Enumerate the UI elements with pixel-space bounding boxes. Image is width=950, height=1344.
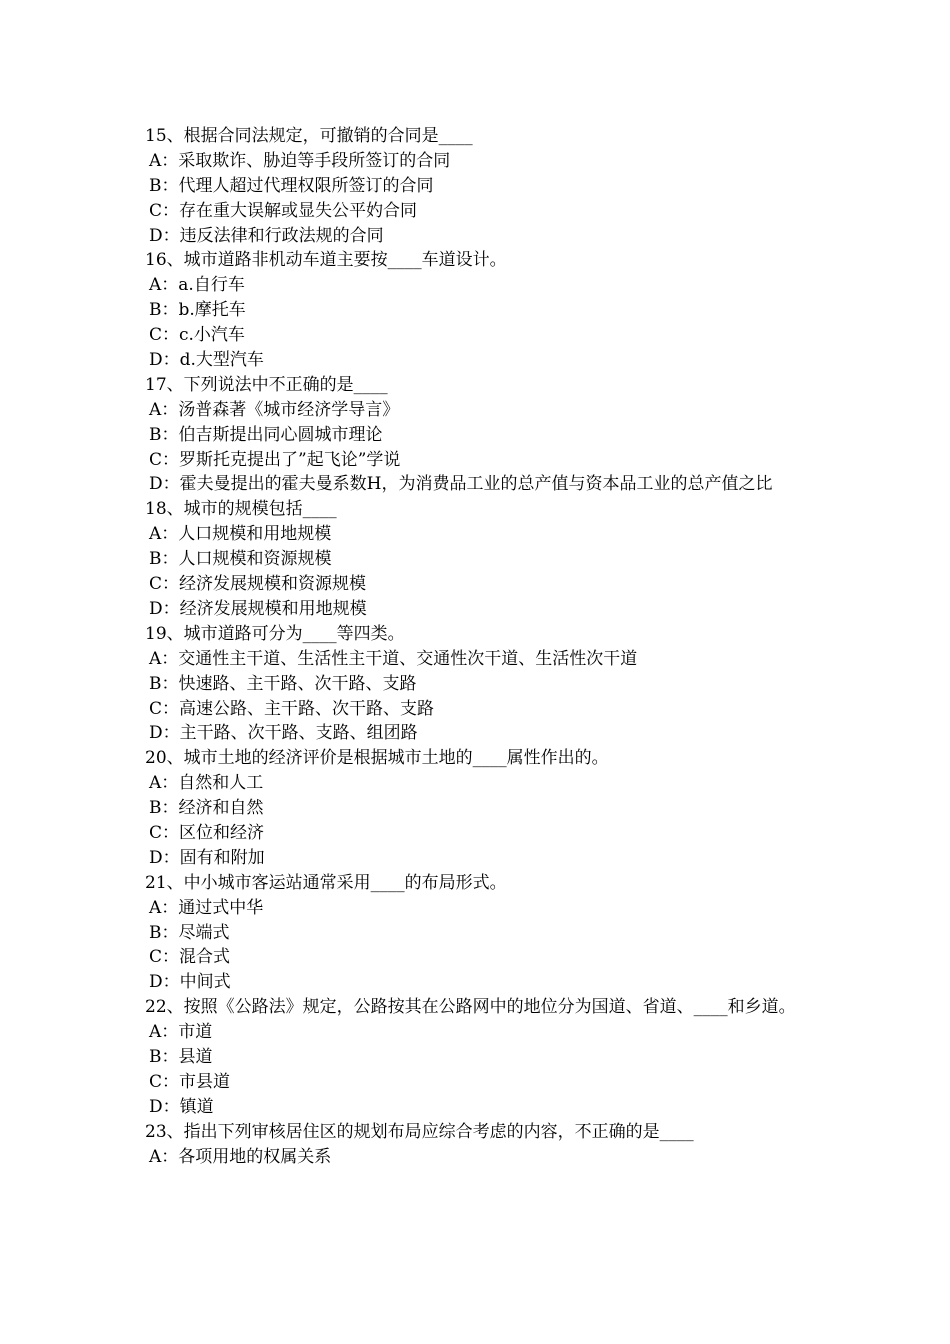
option-d: D：固有和附加	[149, 847, 265, 868]
question-stem: 21、中小城市客运站通常采用____的布局形式。	[145, 872, 507, 893]
question-stem: 23、指出下列审核居住区的规划布局应综合考虑的内容，不正确的是____	[145, 1121, 694, 1142]
option-a: A：各项用地的权属关系	[149, 1146, 332, 1167]
question-20	[145, 746, 810, 870]
option-d: D：中间式	[149, 972, 231, 993]
question-23	[145, 1120, 810, 1170]
question-stem: 20、城市土地的经济评价是根据城市土地的____属性作出的。	[145, 748, 609, 769]
option-a: A：自然和人工	[149, 773, 264, 794]
question-17	[145, 373, 810, 497]
document-page	[145, 124, 810, 1169]
option-a: A：市道	[149, 1022, 213, 1043]
option-a: A：a.自行车	[149, 275, 245, 296]
option-c: C：存在重大误解或显失公平妁合同	[149, 200, 418, 221]
option-b: B：人口规模和资源规模	[149, 549, 332, 570]
question-stem: 16、城市道路非机动车道主要按____车道设计。	[145, 250, 507, 271]
option-b: B：代理人超过代理权限所签订的合同	[149, 175, 434, 196]
option-d: D：经济发展规模和用地规模	[149, 598, 367, 619]
question-19	[145, 622, 810, 746]
option-d: D：主干路、次干路、支路、组团路	[149, 723, 418, 744]
option-b: B：b.摩托车	[149, 300, 246, 321]
question-stem: 17、下列说法中不正确的是____	[145, 374, 388, 395]
option-c: C：区位和经济	[149, 822, 265, 843]
option-b: B：伯吉斯提出同心圆城市理论	[149, 424, 383, 445]
option-c: C：混合式	[149, 947, 231, 968]
option-b: B：尽端式	[149, 922, 230, 943]
question-21	[145, 871, 810, 995]
option-a: A：通过式中华	[149, 897, 264, 918]
option-d: D：霍夫曼提出的霍夫曼系数H，为消费品工业的总产值与资本品工业的总产值之比	[149, 474, 773, 495]
option-a: A：采取欺诈、胁迫等手段所签订的合同	[149, 150, 451, 171]
option-b: B：县道	[149, 1046, 213, 1067]
question-stem: 15、根据合同法规定，可撤销的合同是____	[145, 126, 473, 146]
question-16	[145, 248, 810, 372]
option-c: C：罗斯托克提出了”起飞论”学说	[149, 449, 401, 470]
option-c: C：高速公路、主干路、次干路、支路	[149, 698, 435, 719]
question-stem: 22、按照《公路法》规定，公路按其在公路网中的地位分为国道、省道、____和乡道。	[145, 997, 796, 1018]
option-b: B：快速路、主干路、次干路、支路	[149, 673, 417, 694]
option-b: B：经济和自然	[149, 798, 264, 819]
question-18	[145, 497, 810, 621]
option-d: D：违反法律和行政法规的合同	[149, 225, 384, 246]
option-c: C：市县道	[149, 1071, 231, 1092]
question-stem: 18、城市的规模包括____	[145, 499, 337, 520]
option-d: D：镇道	[149, 1096, 214, 1117]
option-a: A：人口规模和用地规模	[149, 524, 332, 545]
option-a: A：交通性主干道、生活性主干道、交通性次干道、生活性次干道	[149, 648, 638, 669]
question-stem: 19、城市道路可分为____等四类。	[145, 623, 405, 644]
question-22	[145, 995, 810, 1119]
option-a: A：汤普森著《城市经济学导言》	[149, 399, 400, 420]
option-c: C：经济发展规模和资源规模	[149, 574, 367, 595]
option-c: C：c.小汽车	[149, 325, 245, 346]
question-15	[145, 124, 810, 248]
option-d: D：d.大型汽车	[149, 350, 264, 371]
